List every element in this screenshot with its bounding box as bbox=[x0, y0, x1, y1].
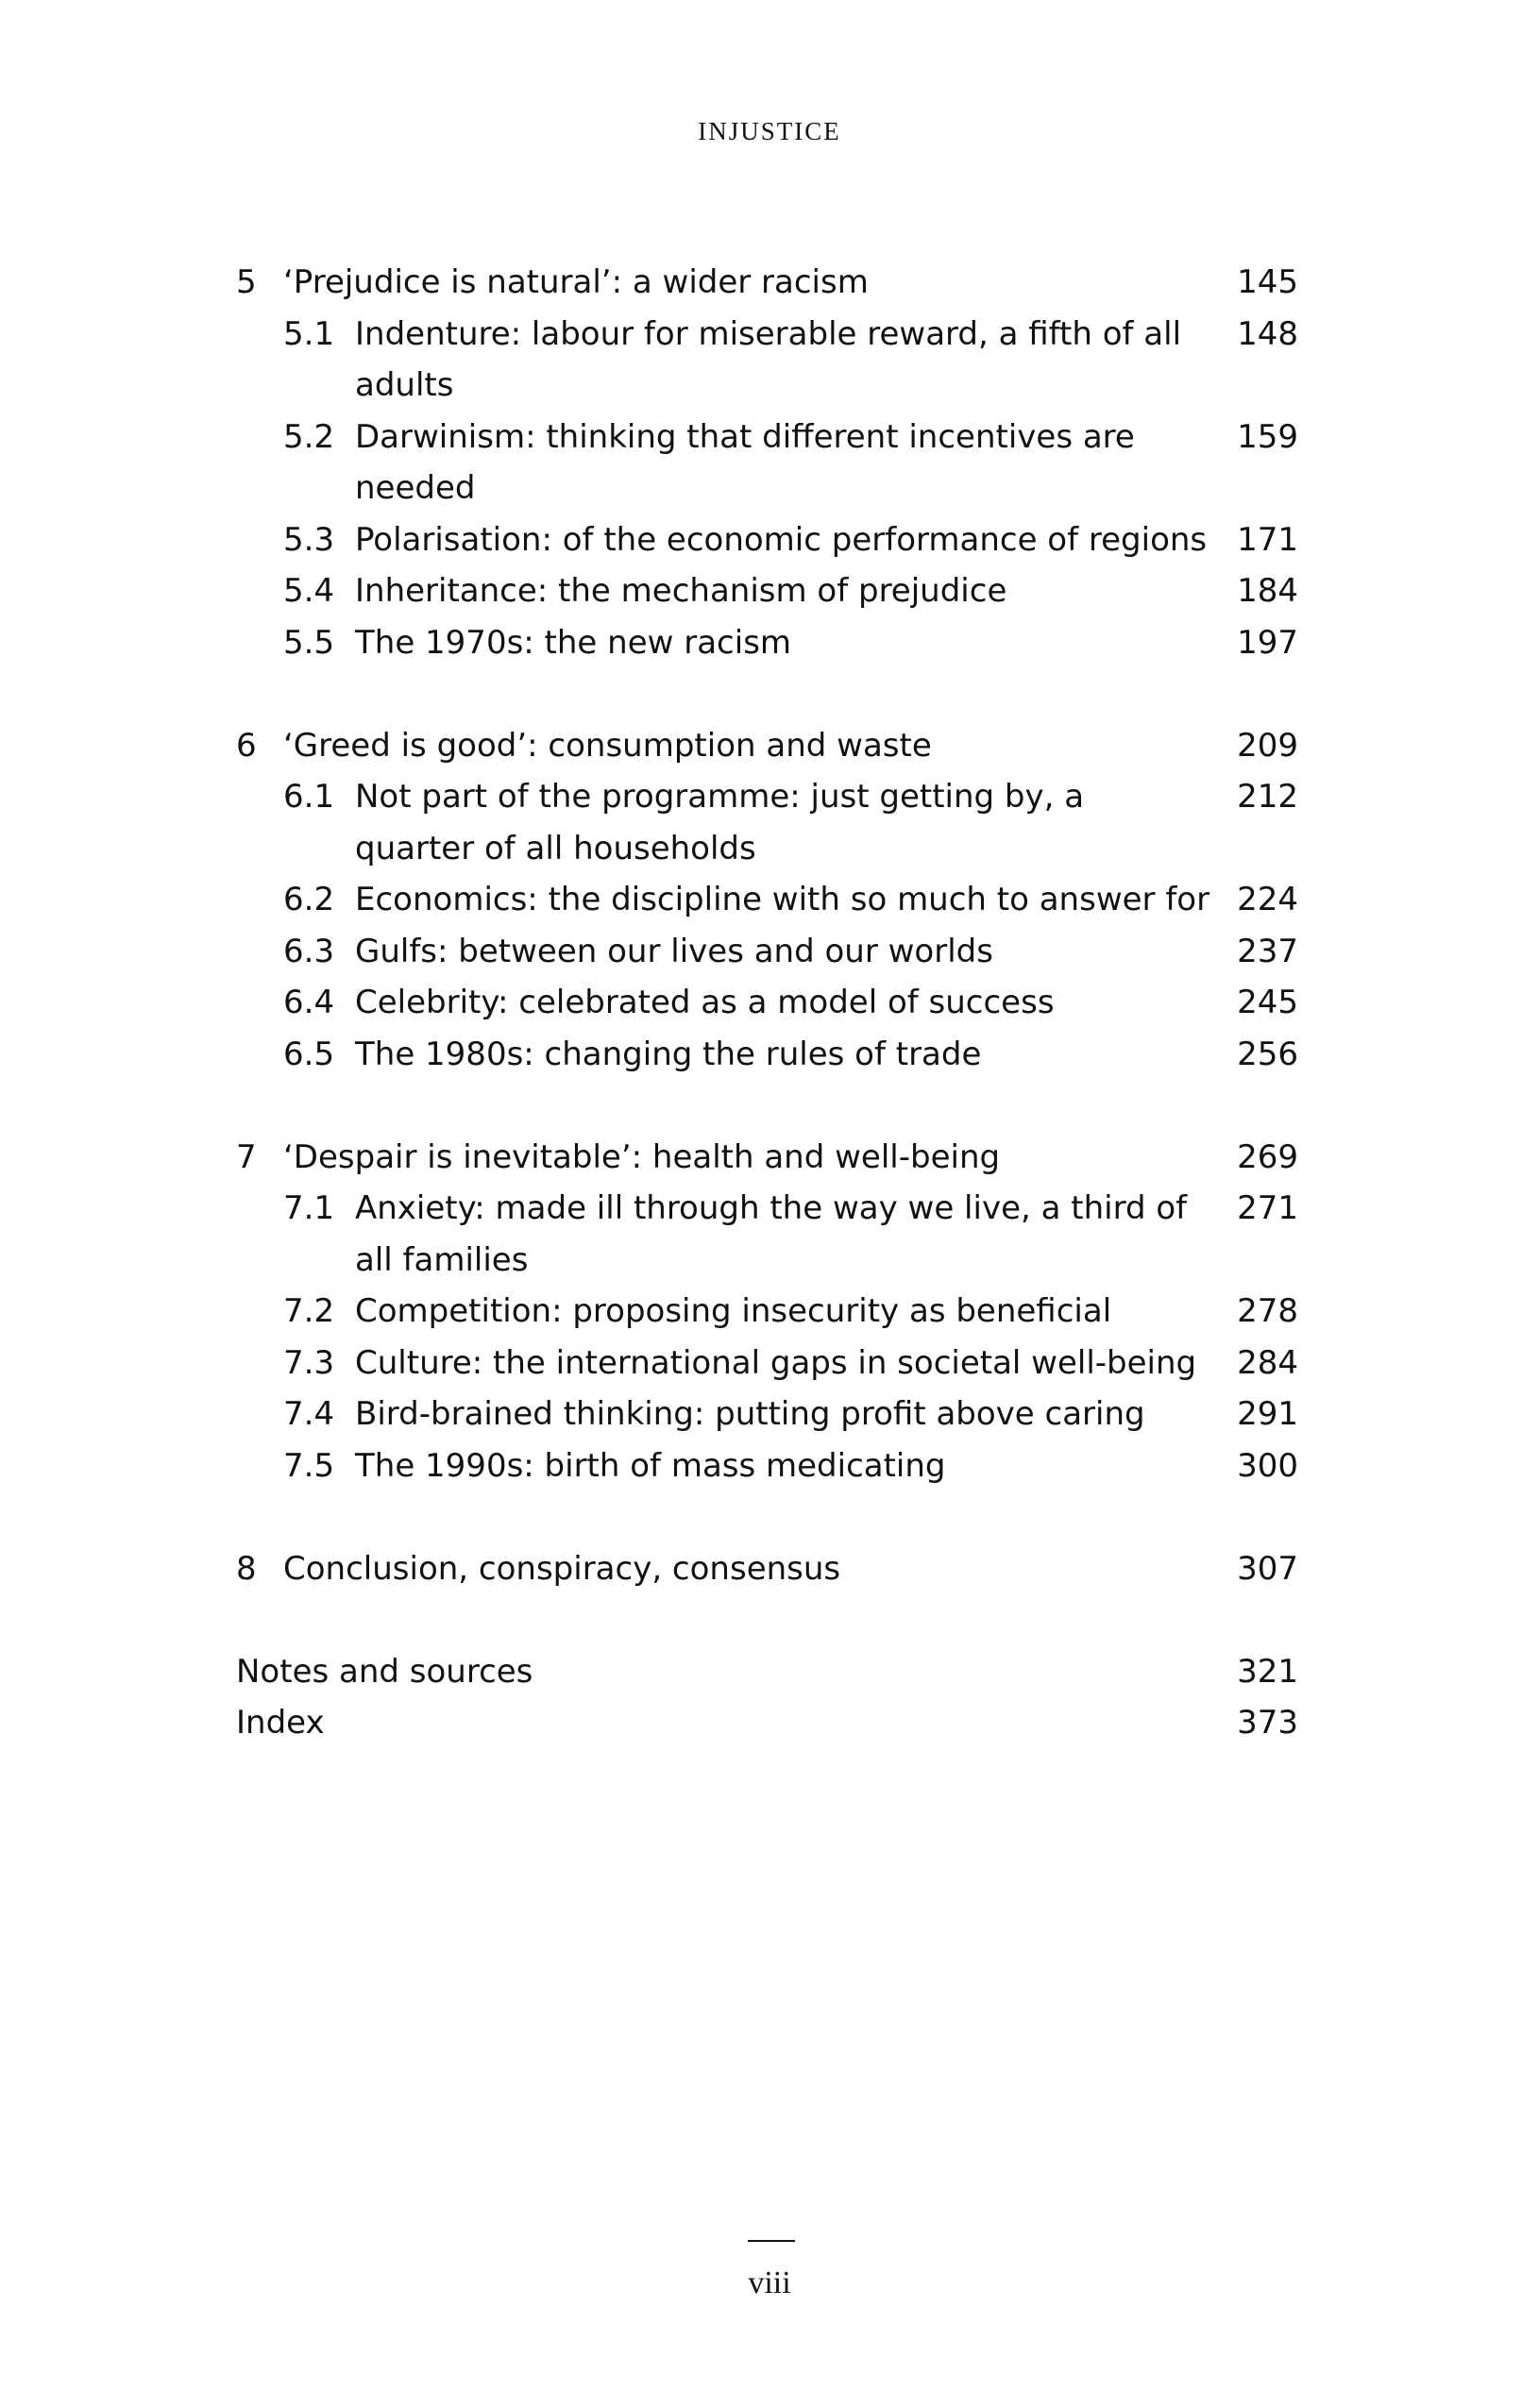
chapter-number: 5 bbox=[236, 263, 257, 301]
section-number: 7.1 bbox=[283, 1189, 335, 1227]
toc-back-matter-entry[interactable] bbox=[236, 1697, 1298, 1749]
chapter-7-block bbox=[236, 1132, 1298, 1492]
page-number: 212 bbox=[1237, 778, 1298, 816]
toc-section-entry[interactable] bbox=[236, 412, 1298, 514]
section-title: Competition: proposing insecurity as beneficial bbox=[355, 1292, 1112, 1330]
page-number: 245 bbox=[1237, 984, 1298, 1021]
section-title: The 1970s: the new racism bbox=[355, 623, 792, 662]
section-number: 7.4 bbox=[283, 1395, 335, 1433]
page-number: 256 bbox=[1237, 1035, 1298, 1073]
page-number: 269 bbox=[1237, 1137, 1298, 1176]
toc-back-matter-entry[interactable] bbox=[236, 1646, 1298, 1698]
page-number: 197 bbox=[1237, 623, 1298, 662]
section-number: 5.2 bbox=[283, 417, 335, 456]
section-number: 6.4 bbox=[283, 984, 335, 1021]
page-number: 278 bbox=[1237, 1292, 1298, 1330]
page-number: 291 bbox=[1237, 1395, 1298, 1433]
chapter-title: ‘Greed is good’: consumption and waste bbox=[283, 726, 932, 765]
chapter-number: 8 bbox=[236, 1549, 257, 1588]
toc-section-entry[interactable] bbox=[236, 617, 1298, 669]
section-title: Bird-brained thinking: putting profit above caring bbox=[355, 1395, 1145, 1433]
table-of-contents bbox=[236, 257, 1298, 1749]
page-number: 271 bbox=[1237, 1189, 1298, 1227]
toc-section-entry[interactable] bbox=[236, 771, 1298, 874]
page-number: 237 bbox=[1237, 932, 1298, 970]
section-number: 5.5 bbox=[283, 623, 335, 662]
chapter-8-block bbox=[236, 1543, 1298, 1595]
section-number: 6.3 bbox=[283, 932, 335, 970]
toc-chapter-entry[interactable] bbox=[236, 1543, 1298, 1595]
footer-rule bbox=[748, 2240, 795, 2242]
chapter-6-block bbox=[236, 720, 1298, 1081]
toc-section-entry[interactable] bbox=[236, 874, 1298, 926]
toc-chapter-entry[interactable] bbox=[236, 257, 1298, 309]
page-number: 148 bbox=[1237, 314, 1298, 353]
section-title: Inheritance: the mechanism of prejudice bbox=[355, 572, 1007, 610]
chapter-5-block bbox=[236, 257, 1298, 668]
page-number: 159 bbox=[1237, 417, 1298, 456]
section-title: The 1990s: birth of mass medicating bbox=[355, 1446, 946, 1485]
toc-section-entry[interactable] bbox=[236, 514, 1298, 566]
section-number: 6.2 bbox=[283, 881, 335, 918]
toc-section-entry[interactable] bbox=[236, 1338, 1298, 1389]
page-number: 373 bbox=[1237, 1704, 1298, 1742]
back-matter-block bbox=[236, 1646, 1298, 1749]
section-title: Celebrity: celebrated as a model of success bbox=[355, 984, 1055, 1021]
section-number: 7.5 bbox=[283, 1446, 335, 1485]
page-number: 209 bbox=[1237, 726, 1298, 765]
toc-section-entry[interactable] bbox=[236, 1389, 1298, 1440]
toc-section-entry[interactable] bbox=[236, 1183, 1298, 1286]
page-number: 145 bbox=[1237, 263, 1298, 301]
section-number: 5.3 bbox=[283, 520, 335, 559]
chapter-title: ‘Prejudice is natural’: a wider racism bbox=[283, 263, 869, 301]
page-number: 307 bbox=[1237, 1549, 1298, 1588]
back-matter-title: Index bbox=[236, 1704, 325, 1742]
toc-section-entry[interactable] bbox=[236, 1029, 1298, 1081]
section-title: Economics: the discipline with so much to answer for bbox=[355, 881, 1210, 918]
page-number: 284 bbox=[1237, 1343, 1298, 1382]
section-title: The 1980s: changing the rules of trade bbox=[355, 1035, 982, 1073]
toc-section-entry[interactable] bbox=[236, 309, 1298, 412]
section-title: Culture: the international gaps in societal well-being bbox=[355, 1343, 1197, 1382]
toc-chapter-entry[interactable] bbox=[236, 1132, 1298, 1184]
chapter-title: ‘Despair is inevitable’: health and well-being bbox=[283, 1137, 1001, 1176]
toc-section-entry[interactable] bbox=[236, 1286, 1298, 1338]
section-number: 5.1 bbox=[283, 314, 335, 353]
toc-section-entry[interactable] bbox=[236, 565, 1298, 617]
section-number: 5.4 bbox=[283, 572, 335, 610]
section-number: 6.1 bbox=[283, 778, 335, 816]
toc-section-entry[interactable] bbox=[236, 1440, 1298, 1492]
toc-section-entry[interactable] bbox=[236, 926, 1298, 978]
section-title: Gulfs: between our lives and our worlds bbox=[355, 932, 993, 970]
section-title: Polarisation: of the economic performance of regions bbox=[355, 520, 1208, 559]
back-matter-title: Notes and sources bbox=[236, 1652, 533, 1691]
folio-page-number: viii bbox=[748, 2265, 791, 2300]
section-number: 6.5 bbox=[283, 1035, 335, 1073]
section-title: Darwinism: thinking that different incentives are needed bbox=[355, 417, 1135, 507]
page-number: 184 bbox=[1237, 572, 1298, 610]
page-number: 300 bbox=[1237, 1446, 1298, 1485]
running-head: INJUSTICE bbox=[698, 117, 841, 145]
section-title: Anxiety: made ill through the way we live, a third of all families bbox=[355, 1189, 1188, 1279]
chapter-number: 7 bbox=[236, 1137, 257, 1176]
toc-chapter-entry[interactable] bbox=[236, 720, 1298, 772]
page-number: 321 bbox=[1237, 1652, 1298, 1691]
section-title: Indenture: labour for miserable reward, a fifth of all adults bbox=[355, 314, 1182, 404]
chapter-title: Conclusion, conspiracy, consensus bbox=[283, 1549, 841, 1588]
toc-section-entry[interactable] bbox=[236, 977, 1298, 1029]
chapter-number: 6 bbox=[236, 726, 257, 765]
page-number: 224 bbox=[1237, 881, 1298, 918]
page-number: 171 bbox=[1237, 520, 1298, 559]
section-number: 7.2 bbox=[283, 1292, 335, 1330]
section-number: 7.3 bbox=[283, 1343, 335, 1382]
section-title: Not part of the programme: just getting by, a quarter of all households bbox=[355, 778, 1085, 867]
